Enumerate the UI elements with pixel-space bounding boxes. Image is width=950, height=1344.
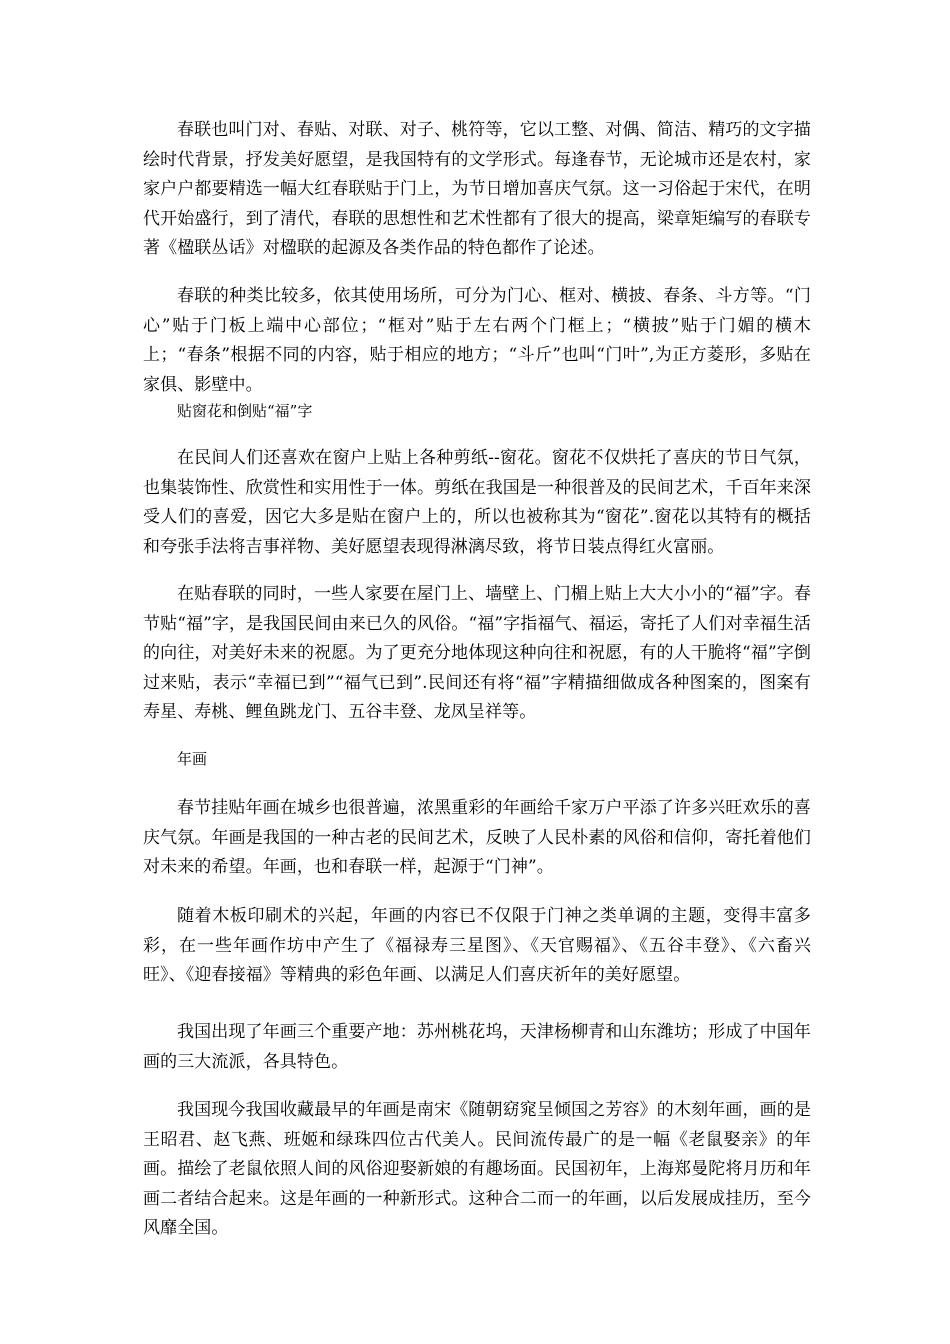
paragraph-window-flowers: 在民间人们还喜欢在窗户上贴上各种剪纸--窗花。窗花不仅烘托了喜庆的节日气氛，也集装饰性、欣赏性和实用性于一体。剪纸在我国是一种很普及的民间艺术，千百年来深受人们的喜爱，因它大多是贴在窗户上的，所以也被称其为“窗花”.窗花以其特有的概括和夸张手法将吉事祥物、美好愿望表现得淋漓尽致，将节日装点得红火富丽。 — [143, 448, 811, 557]
heading-new-year-pictures: 年画 — [177, 750, 208, 768]
heading-window-flowers: 贴窗花和倒贴“福”字 — [177, 402, 313, 420]
paragraph-spring-couplets-intro: 春联也叫门对、春贴、对联、对子、桃符等，它以工整、对偶、简洁、精巧的文字描绘时代背景，抒发美好愿望，是我国特有的文学形式。每逢春节，无论城市还是农村，家家户户都要精选一幅大红春联贴于门上，为节日增加喜庆气氛。这一习俗起于宋代，在明代开始盛行，到了清代，春联的思想性和艺术性都有了很大的提高，梁章矩编写的春联专著《楹联丛话》对楹联的起源及各类作品的特色都作了论述。 — [143, 120, 811, 258]
paragraph-three-production-sites: 我国出现了年画三个重要产地：苏州桃花坞，天津杨柳青和山东潍坊；形成了中国年画的三大流派，各具特色。 — [143, 1022, 811, 1072]
paragraph-fu-character: 在贴春联的同时，一些人家要在屋门上、墙壁上、门楣上贴上大大小小的“福”字。春节贴“福”字，是我国民间由来已久的风俗。“福”字指福气、福运，寄托了人们对幸福生活的向往，对美好未来的祝愿。为了更充分地体现这种向往和祝愿，有的人干脆将“福”字倒过来贴，表示“幸福已到”“福气已到”.民间还有将“福”字精描细做成各种图案的，图案有寿星、寿桃、鲤鱼跳龙门、五谷丰登、龙凤呈祥等。 — [143, 584, 811, 722]
paragraph-earliest-new-year-picture: 我国现今我国收藏最早的年画是南宋《随朝窈窕呈倾国之芳容》的木刻年画，画的是王昭君、赵飞燕、班姬和绿珠四位古代美人。民间流传最广的是一幅《老鼠娶亲》的年画。描绘了老鼠依照人间的风俗迎娶新娘的有趣场面。民国初年，上海郑曼陀将月历和年画二者结合起来。这是年画的一种新形式。这种合二而一的年画，以后发展成挂历，至今风靡全国。 — [143, 1100, 811, 1238]
paragraph-couplet-types: 春联的种类比较多，依其使用场所，可分为门心、框对、横披、春条、斗方等。“门心”贴于门板上端中心部位；“框对”贴于左右两个门框上；“横披”贴于门媚的横木上；“春条”根据不同的内容，贴于相应的地方；“斗斤”也叫“门叶”,为正方菱形，多贴在家俱、影壁中。 — [143, 286, 811, 395]
paragraph-new-year-pictures-intro: 春节挂贴年画在城乡也很普遍，浓黑重彩的年画给千家万户平添了许多兴旺欢乐的喜庆气氛。年画是我国的一种古老的民间艺术，反映了人民朴素的风俗和信仰，寄托着他们对未来的希望。年画，也和春联一样，起源于“门神”。 — [143, 798, 811, 877]
paragraph-woodblock-printing: 随着木板印刷术的兴起，年画的内容已不仅限于门神之类单调的主题，变得丰富多彩，在一些年画作坊中产生了《福禄寿三星图》、《天官赐福》、《五谷丰登》、《六畜兴旺》、《迎春接福》等精典的彩色年画、以满足人们喜庆祈年的美好愿望。 — [143, 906, 811, 985]
